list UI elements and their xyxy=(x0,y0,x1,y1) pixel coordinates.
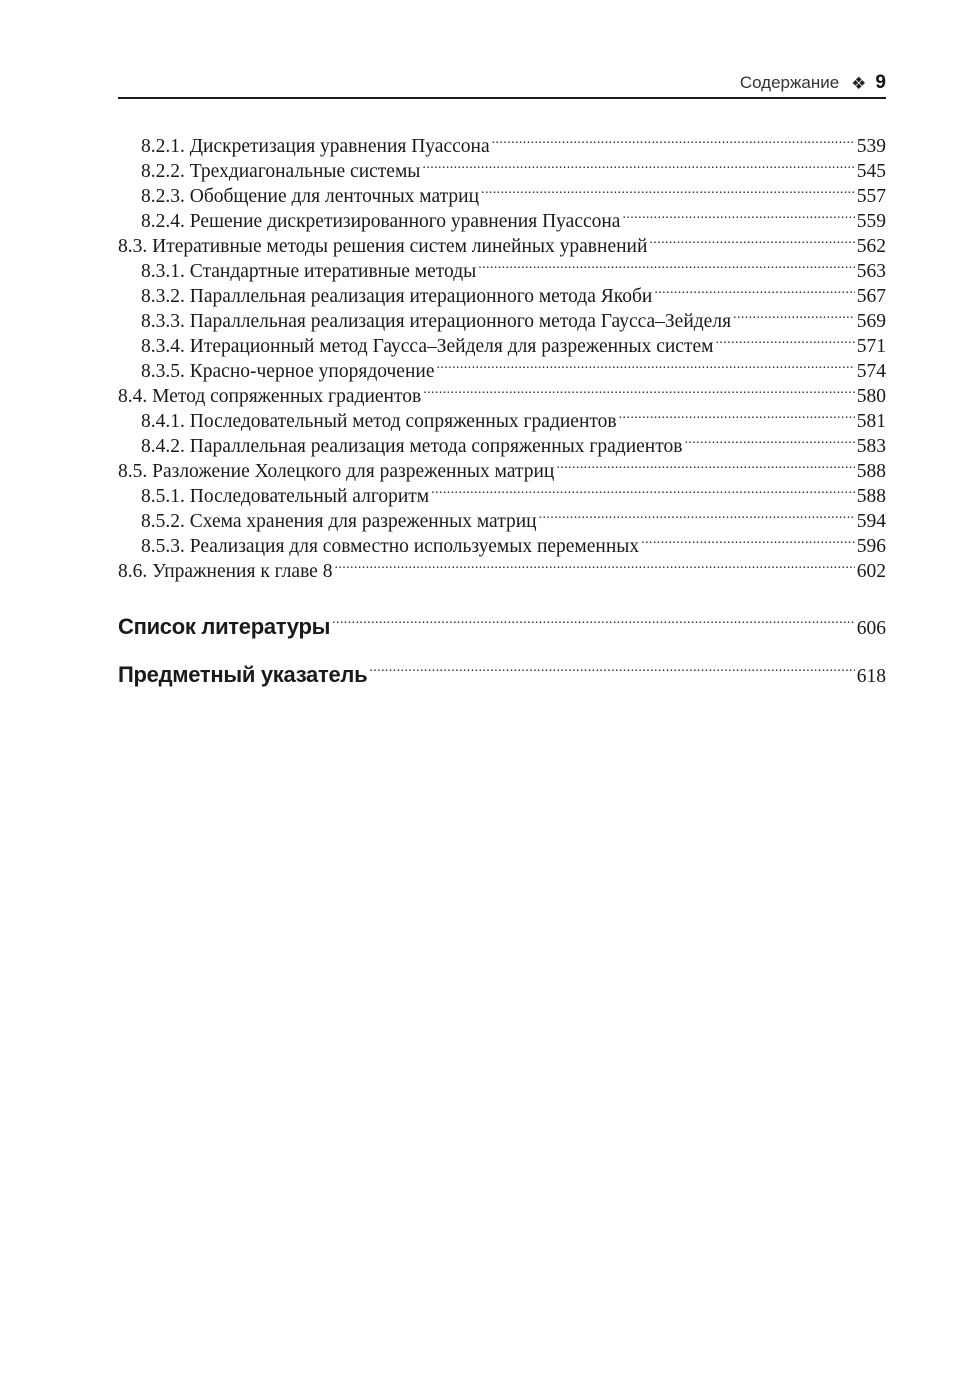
toc-leader-dots xyxy=(654,277,854,302)
toc-leader-dots xyxy=(422,152,854,177)
toc-entry-title: 8.5.3. Реализация для совместно используемых переменных xyxy=(141,536,640,557)
toc-leader-dots xyxy=(556,452,854,477)
toc-leader-dots xyxy=(619,402,855,427)
toc-entry[interactable] xyxy=(118,127,886,157)
toc-page-number: 594 xyxy=(856,511,886,532)
toc-entry-title: 8.4. Метод сопряженных градиентов xyxy=(118,386,422,407)
toc-leader-dots xyxy=(492,127,855,152)
toc-leader-dots xyxy=(715,327,854,352)
toc-page-number: 567 xyxy=(856,286,886,307)
toc-page-number: 557 xyxy=(856,186,886,207)
toc-page-number: 606 xyxy=(856,618,886,639)
toc-leader-dots xyxy=(369,652,854,682)
toc-page-number: 583 xyxy=(856,436,886,457)
toc-page-number: 545 xyxy=(856,161,886,182)
toc-entry-title: 8.3.4. Итерационный метод Гаусса–Зейделя для разреженных систем xyxy=(141,336,714,357)
toc-entry-title: 8.5.2. Схема хранения для разреженных матриц xyxy=(141,511,537,532)
toc-major-entry-bibliography[interactable] xyxy=(118,604,886,639)
toc-entry-title: 8.2.3. Обобщение для ленточных матриц xyxy=(141,186,480,207)
toc-leader-dots xyxy=(539,502,855,527)
toc-entry-title: 8.3.5. Красно-черное упорядочение xyxy=(141,361,435,382)
toc-page-number: 563 xyxy=(856,261,886,282)
toc-leader-dots xyxy=(431,477,855,502)
toc-leader-dots xyxy=(684,427,854,452)
toc-page-number: 596 xyxy=(856,536,886,557)
toc-entry-title: 8.4.2. Параллельная реализация метода сопряженных градиентов xyxy=(141,436,683,457)
toc-entry-title: 8.2.1. Дискретизация уравнения Пуассона xyxy=(141,136,490,157)
toc-leader-dots xyxy=(622,202,854,227)
header-section-title: Содержание xyxy=(739,73,840,92)
toc-major-title: Предметный указатель xyxy=(118,662,368,687)
toc-page-number: 574 xyxy=(856,361,886,382)
toc-leader-dots xyxy=(423,377,855,402)
toc-leader-dots xyxy=(332,604,855,634)
table-of-contents xyxy=(118,127,886,582)
toc-major-title: Список литературы xyxy=(118,614,331,639)
toc-entry-title: 8.6. Упражнения к главе 8 xyxy=(118,561,333,582)
toc-entry-title: 8.4.1. Последовательный метод сопряженных градиентов xyxy=(141,411,617,432)
toc-leader-dots xyxy=(334,552,854,577)
toc-page-number: 539 xyxy=(856,136,886,157)
toc-page-number: 588 xyxy=(856,461,886,482)
toc-page-number: 562 xyxy=(856,236,886,257)
toc-leader-dots xyxy=(641,527,855,552)
toc-page-number: 618 xyxy=(856,666,886,687)
toc-page-number: 580 xyxy=(856,386,886,407)
header-page-number: 9 xyxy=(875,72,886,93)
toc-entry-title: 8.2.4. Решение дискретизированного уравнения Пуассона xyxy=(141,211,621,232)
toc-entry-title: 8.5. Разложение Холецкого для разреженных матриц xyxy=(118,461,555,482)
toc-entry-title: 8.3.2. Параллельная реализация итерационного метода Якоби xyxy=(141,286,653,307)
toc-page-number: 602 xyxy=(856,561,886,582)
toc-entry-title: 8.3. Итеративные методы решения систем линейных уравнений xyxy=(118,236,648,257)
toc-page-number: 569 xyxy=(856,311,886,332)
toc-leader-dots xyxy=(478,252,855,277)
toc-page-number: 581 xyxy=(856,411,886,432)
toc-entry-title: 8.3.1. Стандартные итеративные методы xyxy=(141,261,477,282)
ornament-icon: ❖ xyxy=(851,73,867,93)
header-right xyxy=(740,72,886,94)
toc-entry-title: 8.5.1. Последовательный алгоритм xyxy=(141,486,430,507)
toc-page-number: 559 xyxy=(856,211,886,232)
toc-leader-dots xyxy=(481,177,855,202)
toc-page-number: 588 xyxy=(856,486,886,507)
toc-leader-dots xyxy=(649,227,854,252)
toc-major-entry-index[interactable] xyxy=(118,652,886,687)
toc-entry-title: 8.2.2. Трехдиагональные системы xyxy=(141,161,421,182)
toc-leader-dots xyxy=(733,302,855,327)
toc-page-number: 571 xyxy=(856,336,886,357)
toc-leader-dots xyxy=(436,352,854,377)
running-header xyxy=(118,66,886,99)
toc-entry-title: 8.3.3. Параллельная реализация итерационного метода Гаусса–Зейделя xyxy=(141,311,732,332)
